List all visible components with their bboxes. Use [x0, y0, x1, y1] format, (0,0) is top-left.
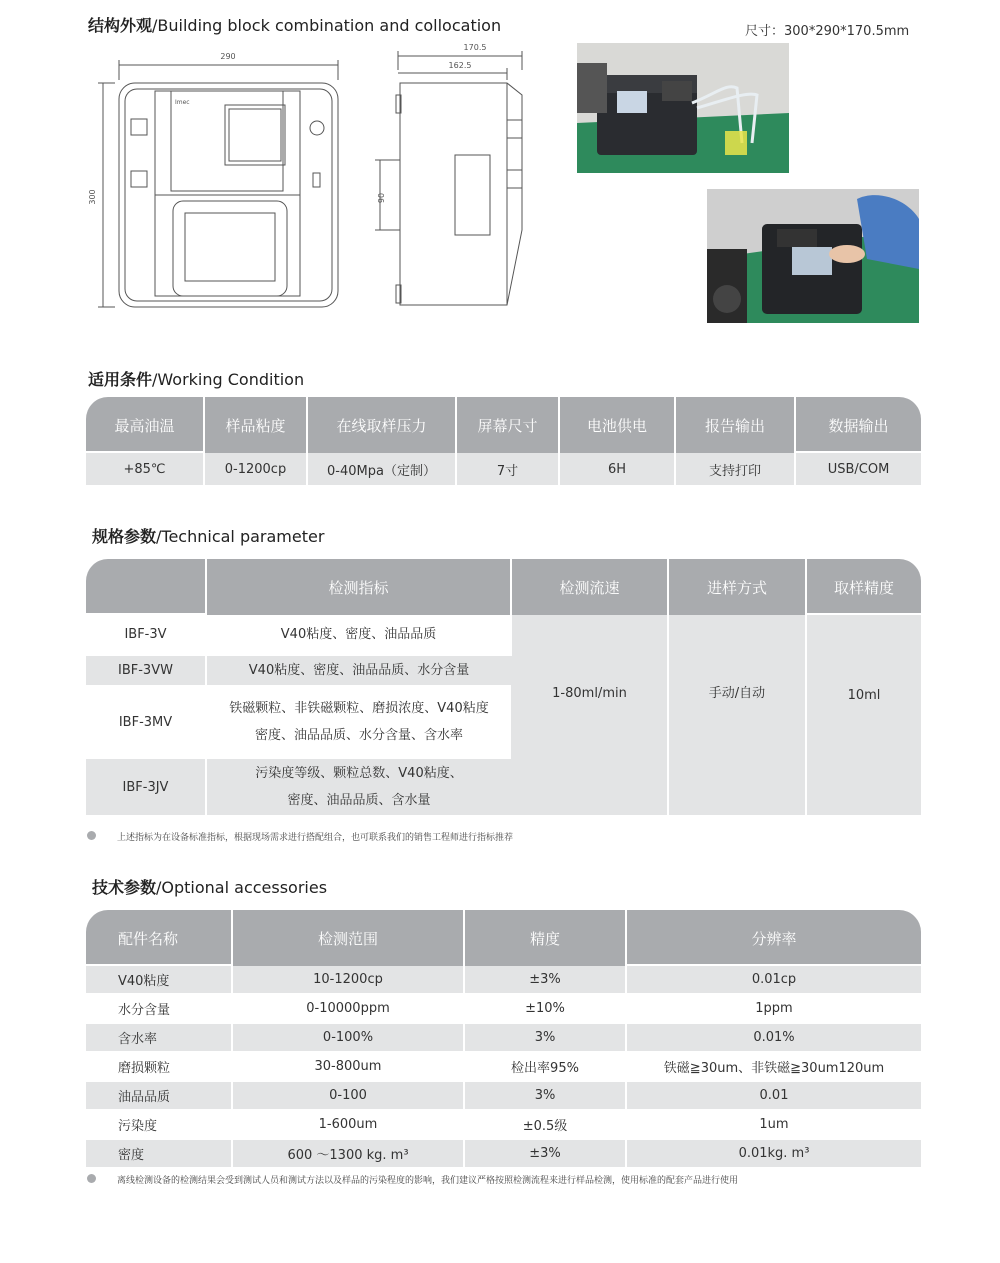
oa-name: 磨损颗粒 — [86, 1052, 232, 1081]
tp-index — [206, 758, 511, 816]
tp-index-line1: V40粘度、密度、油品品质、水分含量 — [248, 663, 470, 678]
table-row — [86, 1081, 921, 1110]
oa-accuracy: ±3% — [464, 1139, 626, 1168]
oa-range: 30-800um — [232, 1052, 464, 1081]
device-photo-1 — [577, 43, 789, 173]
oa-resolution: 1um — [626, 1110, 921, 1139]
wc-value-data-output: USB/COM — [795, 453, 921, 485]
tp-index — [206, 615, 511, 655]
tp-model: IBF-3VW — [86, 655, 206, 686]
optional-accessories-table — [86, 910, 921, 1169]
table-row — [86, 994, 921, 1023]
working-condition-title-cn: 适用条件 — [88, 370, 153, 389]
tp-model: IBF-3JV — [86, 758, 206, 816]
front-width-label: 290 — [220, 52, 236, 61]
oa-range: 0-100 — [232, 1081, 464, 1110]
device-photo-2 — [707, 189, 919, 323]
wc-value-oil-temp: +85℃ — [86, 453, 204, 485]
oa-resolution: 0.01% — [626, 1023, 921, 1052]
tp-header-index: 检测指标 — [206, 559, 511, 615]
optional-accessories-title-cn: 技术参数 — [92, 878, 157, 897]
oa-header-row — [86, 910, 921, 966]
oa-range: 0-10000ppm — [232, 994, 464, 1023]
tp-header-precision: 取样精度 — [833, 578, 894, 597]
tp-header-injection: 进样方式 — [668, 559, 806, 615]
oa-resolution: 0.01cp — [626, 966, 921, 994]
wc-header-oil-temp: 最高油温 — [86, 397, 204, 453]
oa-range: 1-600um — [232, 1110, 464, 1139]
optional-accessories-note: 离线检测设备的检测结果会受到测试人员和测试方法以及样品的污染程度的影响，我们建议严格按照检测流程来进行样品检测，使用标准的配套产品进行使用 — [117, 1176, 739, 1186]
oa-header-resolution: 分辨率 — [751, 929, 797, 948]
wc-value-screen: 7寸 — [456, 453, 559, 485]
oa-header-accuracy: 精度 — [464, 910, 626, 966]
wc-header-data-output: 数据输出 — [828, 416, 889, 435]
oa-resolution: 铁磁≧30um、非铁磁≧30um120um — [626, 1052, 921, 1081]
structure-title-en: /Building block combination and collocation — [152, 16, 502, 35]
working-condition-value-row — [86, 453, 921, 485]
oa-accuracy: ±0.5级 — [464, 1110, 626, 1139]
tp-flow-text: 1-80ml/min — [552, 685, 627, 701]
oa-accuracy: ±10% — [464, 994, 626, 1023]
tp-index-line1: 铁磁颗粒、非铁磁颗粒、磨损浓度、V40粘度 — [229, 701, 489, 716]
wc-value-battery: 6H — [559, 453, 675, 485]
oa-resolution: 0.01 — [626, 1081, 921, 1110]
oa-resolution: 0.01kg. m³ — [626, 1139, 921, 1168]
side-height-label: 90 — [377, 192, 386, 204]
wc-value-viscosity: 0-1200cp — [204, 453, 307, 485]
front-view-drawing — [85, 45, 350, 315]
oa-accuracy: ±3% — [464, 966, 626, 994]
oa-name: 油品品质 — [86, 1081, 232, 1110]
wc-value-report: 支持打印 — [675, 453, 795, 485]
wc-header-screen: 屏幕尺寸 — [456, 397, 559, 453]
tp-header-flow: 检测流速 — [511, 559, 668, 615]
oa-resolution: 1ppm — [626, 994, 921, 1023]
front-height-label: 300 — [88, 189, 97, 205]
oa-header-name: 配件名称 — [86, 910, 232, 966]
structure-title — [88, 13, 501, 36]
optional-accessories-title — [92, 875, 327, 898]
table-row — [86, 1023, 921, 1052]
oa-name: 水分含量 — [86, 994, 232, 1023]
working-condition-title — [88, 367, 304, 390]
wc-header-viscosity: 样品粘度 — [204, 397, 307, 453]
tp-index — [206, 655, 511, 686]
wc-header-pressure: 在线取样压力 — [307, 397, 456, 453]
oa-name: 含水率 — [86, 1023, 232, 1052]
side-view-drawing — [370, 40, 535, 312]
tp-header-row — [86, 559, 921, 615]
tp-index-line2: 密度、油品品质、水分含量、含水率 — [254, 728, 463, 743]
tp-model: IBF-3V — [86, 615, 206, 655]
tp-index-line1: V40粘度、密度、油品品质 — [280, 627, 437, 642]
wc-value-pressure: 0-40Mpa（定制） — [307, 453, 456, 485]
technical-parameter-title-cn: 规格参数 — [92, 527, 157, 546]
tp-index — [206, 686, 511, 758]
table-row — [86, 966, 921, 994]
technical-parameter-table — [86, 559, 921, 817]
oa-name: V40粘度 — [86, 966, 232, 994]
oa-name: 密度 — [86, 1139, 232, 1168]
technical-parameter-title-en: /Technical parameter — [156, 527, 325, 546]
tp-injection-value — [668, 615, 806, 816]
tp-flow-value — [511, 615, 668, 816]
table-row — [86, 1139, 921, 1168]
oa-accuracy: 检出率95% — [464, 1052, 626, 1081]
wc-header-report: 报告输出 — [675, 397, 795, 453]
tp-header-model — [86, 559, 206, 615]
oa-accuracy: 3% — [464, 1023, 626, 1052]
tp-model: IBF-3MV — [86, 686, 206, 758]
wc-header-battery: 电池供电 — [559, 397, 675, 453]
oa-range: 600 ～1300 kg. m³ — [232, 1139, 464, 1168]
oa-range: 10-1200cp — [232, 966, 464, 994]
working-condition-table — [86, 397, 921, 485]
oa-range: 0-100% — [232, 1023, 464, 1052]
oa-accuracy: 3% — [464, 1081, 626, 1110]
note-bullet-icon — [87, 1174, 96, 1183]
working-condition-header-row — [86, 397, 921, 453]
note-bullet-icon — [87, 831, 96, 840]
tp-precision-value — [806, 615, 921, 816]
technical-parameter-title — [92, 524, 324, 547]
size-label: 尺寸：300*290*170.5mm — [745, 24, 910, 39]
tp-precision-text: 10ml — [847, 687, 881, 703]
structure-title-cn: 结构外观 — [88, 16, 153, 35]
table-row — [86, 1110, 921, 1139]
tp-injection-text: 手动/自动 — [708, 685, 766, 701]
working-condition-title-en: /Working Condition — [152, 370, 305, 389]
tp-index-line1: 污染度等级、颗粒总数、V40粘度、 — [255, 766, 463, 781]
table-row — [86, 615, 921, 655]
side-depth2-label: 162.5 — [448, 61, 472, 70]
oa-header-range: 检测范围 — [232, 910, 464, 966]
optional-accessories-title-en: /Optional accessories — [156, 878, 328, 897]
table-row — [86, 1052, 921, 1081]
side-depth-label: 170.5 — [463, 43, 487, 52]
brand-text: Imec — [175, 99, 190, 106]
technical-parameter-note: 上述指标为在设备标准指标，根据现场需求进行搭配组合，也可联系我们的销售工程师进行指标推荐 — [117, 833, 514, 843]
oa-name: 污染度 — [86, 1110, 232, 1139]
tp-index-line2: 密度、油品品质、含水量 — [287, 793, 431, 808]
